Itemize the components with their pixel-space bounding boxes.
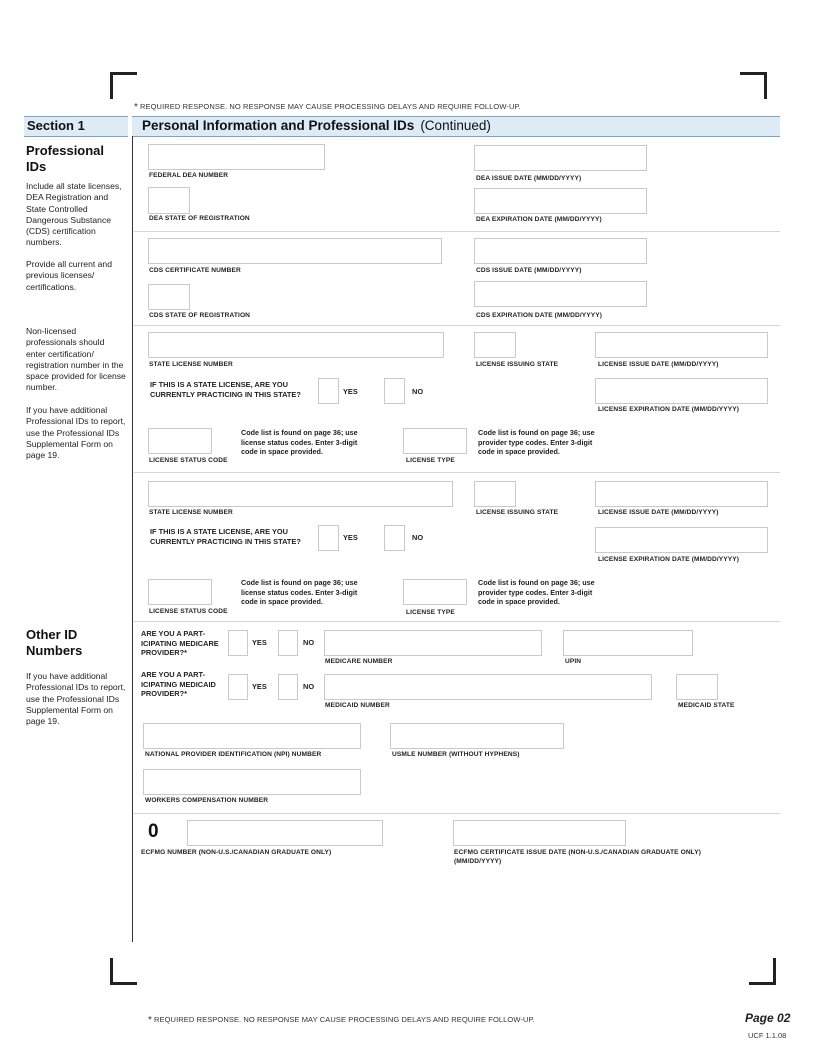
cds-expiration-date-input[interactable] [474,281,647,307]
dea-state-label: DEA STATE OF REGISTRATION [149,215,250,222]
npi-number-input[interactable] [143,723,361,749]
practicing-no-2-checkbox[interactable] [384,525,405,551]
state-license-number-input[interactable] [148,332,444,358]
license-expiration-date-2-label: LICENSE EXPIRATION DATE (MM/DD/YYYY) [598,556,740,563]
cds-certificate-number-label: CDS CERTIFICATE NUMBER [149,267,241,274]
ecfmg-prefix-value: 0 [148,821,159,842]
ecfmg-issue-date-input[interactable] [453,820,626,846]
professional-ids-note-2: Provide all current and previous licenses/ certifications. [26,259,112,292]
cds-state-label: CDS STATE OF REGISTRATION [149,312,251,319]
license-status-code-input[interactable] [148,428,212,454]
medicare-number-label: MEDICARE NUMBER [325,658,393,665]
license-type-label: LICENSE TYPE [406,457,455,464]
section-label: Section 1 [24,116,128,137]
crop-mark-bottom-right [749,958,776,985]
cds-issue-date-input[interactable] [474,238,647,264]
form-version: UCF 1.1.08 [748,1031,787,1040]
medicare-yes-checkbox[interactable] [228,630,248,656]
practicing-question-2: IF THIS IS A STATE LICENSE, ARE YOU CURRENTLY PRACTICING IN THIS STATE? [150,527,301,546]
yes-label: YES [343,533,358,542]
practicing-yes-checkbox[interactable] [318,378,339,404]
medicaid-state-label: MEDICAID STATE [678,702,735,709]
upin-label: UPIN [565,658,582,665]
professional-ids-note-4: If you have additional Professional IDs to report, use the Professional IDs Supplemental Form on page 19. [26,405,126,461]
state-license-number-label: STATE LICENSE NUMBER [149,361,233,368]
license-expiration-date-input[interactable] [595,378,768,404]
crop-mark-bottom-left [110,958,137,985]
asterisk-icon: * [148,1015,152,1026]
other-id-numbers-heading: Other ID Numbers [26,627,83,658]
workers-comp-number-input[interactable] [143,769,361,795]
section-title-bar [132,116,780,137]
cds-certificate-number-input[interactable] [148,238,442,264]
license-status-note-2: Code list is found on page 36; use license status codes. Enter 3-digit code in space provided. [241,578,358,607]
license-status-code-label: LICENSE STATUS CODE [149,457,228,464]
license-issue-date-2-label: LICENSE ISSUE DATE (MM/DD/YYYY) [598,509,719,516]
asterisk-icon: * [134,102,138,113]
professional-ids-note-1: Include all state licenses, DEA Registration and State Controlled Dangerous Substance (CDS) certification numbers. [26,181,122,248]
license-status-note: Code list is found on page 36; use license status codes. Enter 3-digit code in space provided. [241,428,358,457]
ecfmg-issue-date-label: ECFMG CERTIFICATE ISSUE DATE (NON-U.S./CANADIAN GRADUATE ONLY) (MM/DD/YYYY) [454,849,701,865]
license-expiration-date-label: LICENSE EXPIRATION DATE (MM/DD/YYYY) [598,406,740,413]
practicing-question: IF THIS IS A STATE LICENSE, ARE YOU CURRENTLY PRACTICING IN THIS STATE? [150,380,301,399]
continued-label: (Continued) [420,118,491,133]
dea-issue-date-label: DEA ISSUE DATE (MM/DD/YYYY) [476,175,582,182]
dea-expiration-date-input[interactable] [474,188,647,214]
section-title: Personal Information and Professional IDs (Continued) [142,118,491,133]
no-label: NO [412,533,424,542]
dea-issue-date-input[interactable] [474,145,647,171]
divider [134,813,780,814]
divider [134,231,780,232]
license-type-input[interactable] [403,428,467,454]
medicare-number-input[interactable] [324,630,542,656]
license-issuing-state-input[interactable] [474,332,516,358]
page-number: Page 02 [745,1011,791,1025]
medicaid-number-label: MEDICAID NUMBER [325,702,390,709]
cds-issue-date-label: CDS ISSUE DATE (MM/DD/YYYY) [476,267,582,274]
crop-mark-top-left [110,72,137,99]
medicaid-state-input[interactable] [676,674,718,700]
yes-label: YES [252,682,267,691]
medicaid-number-input[interactable] [324,674,652,700]
professional-ids-note-3: Non-licensed professionals should enter certification/ registration number in the space provided for license number. [26,326,126,393]
medicaid-question: ARE YOU A PART- ICIPATING MEDICAID PROVIDER?* [141,670,216,698]
other-ids-note: If you have additional Professional IDs to report, use the Professional IDs Supplemental Form on page 19. [26,671,126,727]
license-type-2-label: LICENSE TYPE [406,609,455,616]
dea-expiration-date-label: DEA EXPIRATION DATE (MM/DD/YYYY) [476,216,602,223]
license-type-note-2: Code list is found on page 36; use provider type codes. Enter 3-digit code in space provided. [478,578,595,607]
license-issuing-state-label: LICENSE ISSUING STATE [476,361,559,368]
usmle-number-label: USMLE NUMBER (WITHOUT HYPHENS) [392,751,520,758]
medicaid-no-checkbox[interactable] [278,674,298,700]
yes-label: YES [343,387,358,396]
yes-label: YES [252,638,267,647]
professional-ids-heading: Professional IDs [26,143,105,174]
required-notice-bottom: * REQUIRED RESPONSE. NO RESPONSE MAY CAUSE PROCESSING DELAYS AND REQUIRE FOLLOW-UP. [148,1015,535,1026]
license-expiration-date-2-input[interactable] [595,527,768,553]
workers-comp-number-label: WORKERS COMPENSATION NUMBER [145,797,269,804]
cds-expiration-date-label: CDS EXPIRATION DATE (MM/DD/YYYY) [476,312,603,319]
divider [134,621,780,622]
federal-dea-number-input[interactable] [148,144,325,170]
column-divider [132,136,133,942]
usmle-number-input[interactable] [390,723,564,749]
state-license-number-2-label: STATE LICENSE NUMBER [149,509,233,516]
federal-dea-number-label: FEDERAL DEA NUMBER [149,172,229,179]
no-label: NO [303,682,315,691]
medicare-no-checkbox[interactable] [278,630,298,656]
state-license-number-2-input[interactable] [148,481,453,507]
divider [134,325,780,326]
practicing-no-checkbox[interactable] [384,378,405,404]
ecfmg-number-label: ECFMG NUMBER (NON-U.S./CANADIAN GRADUATE ONLY) [141,849,332,856]
no-label: NO [303,638,315,647]
divider [134,472,780,473]
license-issuing-state-2-label: LICENSE ISSUING STATE [476,509,559,516]
license-issue-date-label: LICENSE ISSUE DATE (MM/DD/YYYY) [598,361,719,368]
license-issue-date-2-input[interactable] [595,481,768,507]
cds-state-input[interactable] [148,284,190,310]
license-status-code-2-input[interactable] [148,579,212,605]
ecfmg-number-input[interactable] [187,820,383,846]
dea-state-input[interactable] [148,187,190,214]
medicare-question: ARE YOU A PART- ICIPATING MEDICARE PROVIDER?* [141,629,219,657]
required-notice-top: * REQUIRED RESPONSE. NO RESPONSE MAY CAUSE PROCESSING DELAYS AND REQUIRE FOLLOW-UP. [134,102,521,113]
license-issue-date-input[interactable] [595,332,768,358]
npi-number-label: NATIONAL PROVIDER IDENTIFICATION (NPI) NUMBER [145,751,322,758]
practicing-yes-2-checkbox[interactable] [318,525,339,551]
license-issuing-state-2-input[interactable] [474,481,516,507]
medicaid-yes-checkbox[interactable] [228,674,248,700]
license-status-code-2-label: LICENSE STATUS CODE [149,608,228,615]
license-type-2-input[interactable] [403,579,467,605]
upin-input[interactable] [563,630,693,656]
crop-mark-top-right [740,72,767,99]
no-label: NO [412,387,424,396]
license-type-note: Code list is found on page 36; use provider type codes. Enter 3-digit code in space provided. [478,428,595,457]
